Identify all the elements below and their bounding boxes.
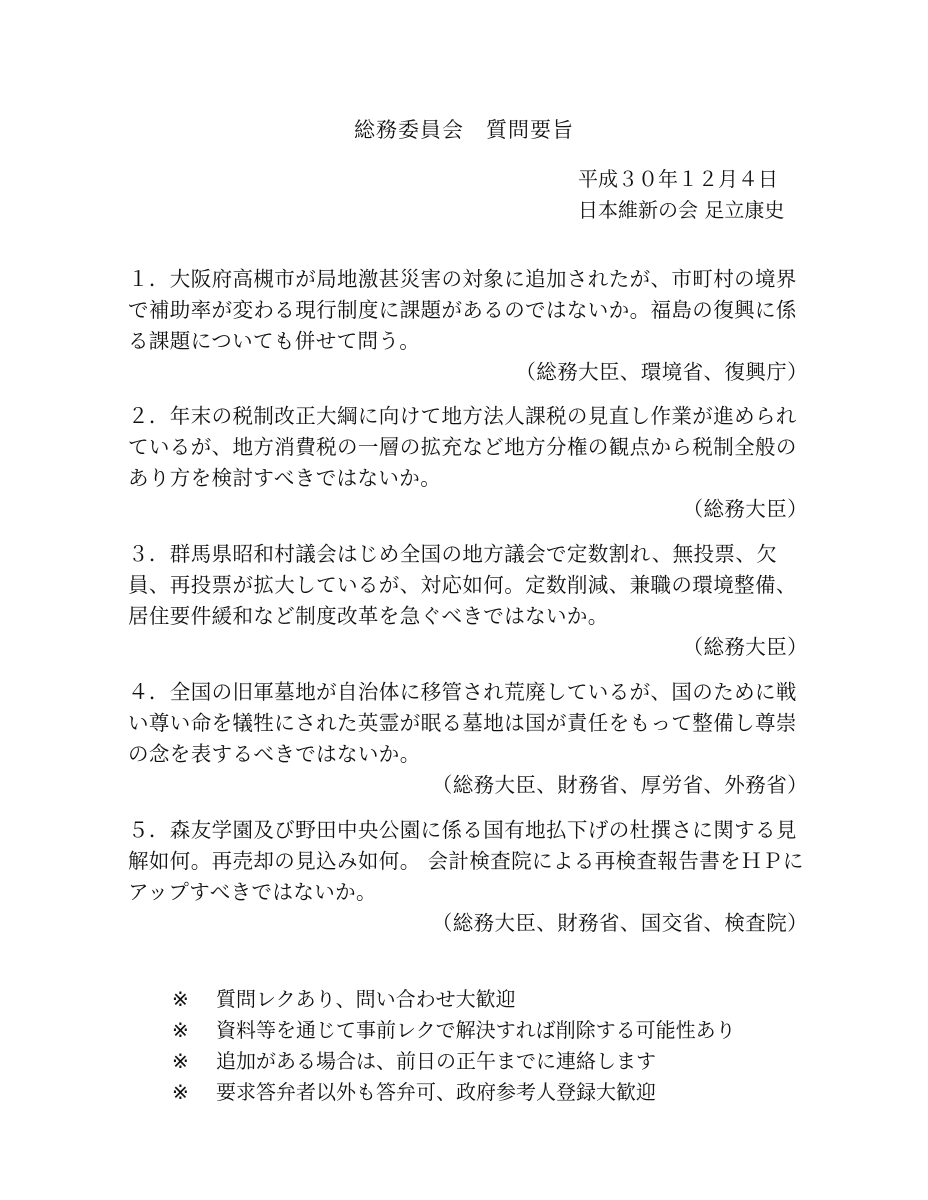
question-4 (128, 677, 808, 801)
question-text: ３．群馬県昭和村議会はじめ全国の地方議会で定数割れ、無投票、欠員、再投票が拡大しているが、対応如何。定数削減、兼職の環境整備、居住要件緩和など制度改革を急ぐべきではないか。 (128, 542, 797, 628)
question-2 (128, 401, 808, 525)
question-5 (128, 815, 808, 939)
note-item (172, 984, 736, 1015)
reference-mark-icon: ※ (172, 1080, 189, 1104)
notes-list (172, 984, 736, 1108)
question-text: １．大阪府高槻市が局地激甚災害の対象に追加されたが、市町村の境界で補助率が変わる現行制度に課題があるのではないか。福島の復興に係る課題についても併せて問う。 (128, 267, 797, 353)
question-text: ４．全国の旧軍墓地が自治体に移管され荒廃しているが、国のために戦い尊い命を犠牲にされた英霊が眠る墓地は国が責任をもって整備し尊崇の念を表するべきではないか。 (128, 680, 797, 766)
question-text: ５．森友学園及び野田中央公園に係る国有地払下げの杜撰さに関する見解如何。再売却の見込み如何。 会計検査院による再検査報告書をＨＰにアップすべきではないか。 (128, 818, 804, 904)
note-item (172, 1077, 736, 1108)
page-title: 総務委員会 質問要旨 (354, 118, 574, 142)
reference-mark-icon: ※ (172, 1049, 189, 1073)
question-ministries: （総務大臣） (682, 635, 808, 659)
note-text: 資料等を通じて事前レクで解決すれば削除する可能性あり (216, 1018, 736, 1042)
date: 平成３０年１２月４日 (578, 167, 778, 191)
question-1 (128, 264, 808, 388)
question-ministries: （総務大臣、環境省、復興庁） (515, 360, 808, 384)
reference-mark-icon: ※ (172, 987, 189, 1011)
note-text: 要求答弁者以外も答弁可、政府参考人登録大歓迎 (216, 1080, 656, 1104)
question-ministries: （総務大臣、財務省、厚労省、外務省） (431, 773, 808, 797)
note-item (172, 1015, 736, 1046)
note-text: 質問レクあり、問い合わせ大歓迎 (216, 987, 516, 1011)
author: 日本維新の会 足立康史 (578, 198, 785, 222)
question-ministries: （総務大臣） (682, 497, 808, 521)
note-item (172, 1046, 736, 1077)
question-3 (128, 539, 808, 663)
document-meta (578, 164, 784, 226)
question-ministries: （総務大臣、財務省、国交省、検査院） (431, 911, 808, 935)
question-text: ２．年末の税制改正大綱に向けて地方法人課税の見直し作業が進められているが、地方消費税の一層の拡充など地方分権の観点から税制全般のあり方を検討すべきではないか。 (128, 404, 797, 490)
reference-mark-icon: ※ (172, 1018, 189, 1042)
note-text: 追加がある場合は、前日の正午までに連絡します (216, 1049, 656, 1073)
